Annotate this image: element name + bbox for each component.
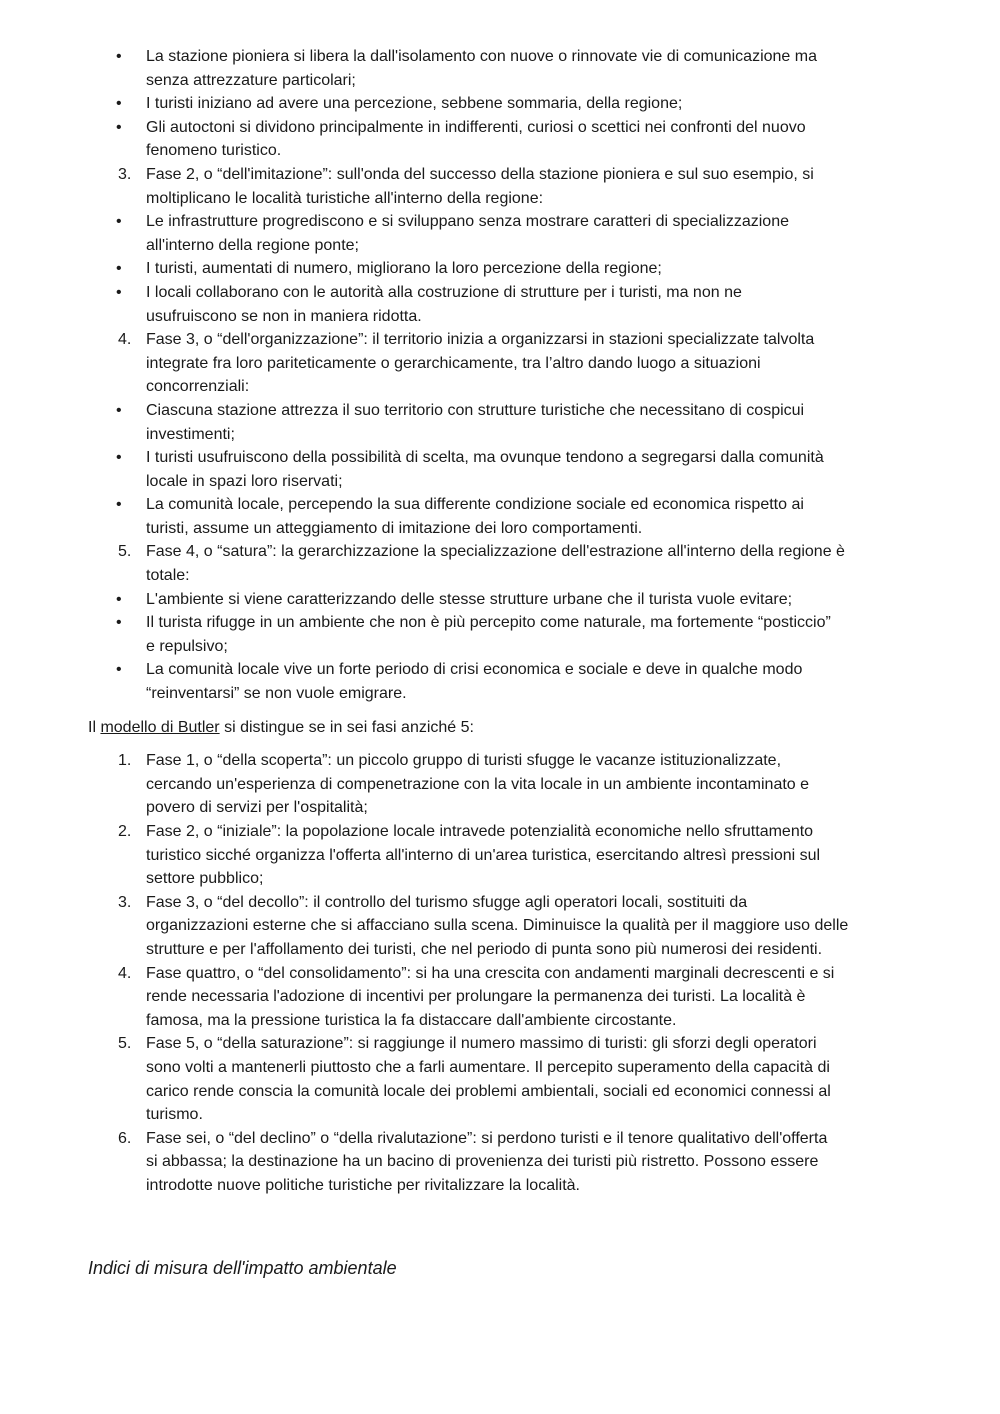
list-item-line: I turisti iniziano ad avere una percezione, sebbene sommaria, della regione;: [146, 95, 683, 113]
list-item-line: rende necessaria l'adozione di incentivi per prolungare la permanenza dei turisti. La località è: [146, 988, 806, 1006]
list-item: [88, 540, 930, 587]
bullet-marker: •: [116, 496, 122, 514]
list-item-line: settore pubblico;: [146, 870, 264, 888]
list-item-line: Fase 4, o “satura”: la gerarchizzazione la specializzazione dell'estrazione all'interno della regione è: [146, 543, 845, 561]
list-item: [88, 210, 930, 257]
list-item-line: e repulsivo;: [146, 637, 228, 655]
list-number: 5.: [118, 543, 132, 561]
list-item: [88, 658, 930, 705]
list-number: 3.: [118, 893, 132, 911]
list-item-line: Ciascuna stazione attrezza il suo territorio con strutture turistiche che necessitano di cospicui: [146, 401, 805, 419]
bullet-marker: •: [116, 661, 122, 679]
butler-model-link[interactable]: modello di Butler: [100, 718, 220, 736]
list-item-line: I locali collaborano con le autorità alla costruzione di strutture per i turisti, ma non ne: [146, 283, 742, 301]
list-item: [88, 45, 930, 92]
list-item-line: “reinventarsi” se non vuole emigrare.: [146, 685, 407, 703]
list-item-line: Fase 3, o “dell'organizzazione”: il territorio inizia a organizzarsi in stazioni specializzate talvolta: [146, 331, 815, 349]
intro-prefix: Il: [88, 718, 101, 736]
list-item-line: I turisti, aumentati di numero, migliorano la loro percezione della regione;: [146, 260, 662, 278]
list-number: 6.: [118, 1129, 132, 1147]
list-item-line: La comunità locale vive un forte periodo di crisi economica e sociale e deve in qualche modo: [146, 661, 803, 679]
list-item: [88, 163, 930, 210]
list-item-line: usufruiscono se non in maniera ridotta.: [146, 307, 422, 325]
list-item: [88, 588, 930, 612]
list-item-line: sono volti a mantenerli piuttosto che a farli aumentare. Il percepito superamento della capacità di: [146, 1058, 830, 1076]
phase-item: [88, 891, 930, 962]
list-number: 1.: [118, 752, 132, 770]
list-item-line: concorrenziali:: [146, 378, 250, 396]
list-item-line: turisti, assume un atteggiamento di imitazione dei loro comportamenti.: [146, 519, 643, 537]
phase-item: [88, 820, 930, 891]
list-item-line: organizzazioni esterne che si affacciano sulla scena. Diminuisce la qualità per il maggiore uso delle: [146, 917, 849, 935]
list-item-line: investimenti;: [146, 425, 235, 443]
list-number: 2.: [118, 823, 132, 840]
list-item-line: moltiplicano le località turistiche all'interno della regione:: [146, 189, 544, 207]
list-item-line: Fase 5, o “della saturazione”: si raggiunge il numero massimo di turisti: gli sforzi degli operatori: [146, 1035, 817, 1053]
list-item-line: totale:: [146, 567, 190, 585]
list-item-line: cercando un'esperienza di compenetrazione con la vita locale in un ambiente incontaminato e: [146, 775, 810, 793]
bullet-marker: •: [116, 213, 122, 231]
first-list: [88, 45, 930, 706]
list-item-line: Fase sei, o “del declino” o “della rivalutazione”: si perdono turisti e il tenore qualitativo dell'offerta: [146, 1129, 828, 1147]
bullet-marker: •: [116, 614, 122, 632]
butler-phases-list: [88, 749, 930, 1197]
list-item-line: Le infrastrutture progrediscono e si sviluppano senza mostrare caratteri di specializzazione: [146, 213, 789, 231]
list-number: 5.: [118, 1035, 132, 1053]
list-item-line: Il turista rifugge in un ambiente che non è più percepito come naturale, ma fortemente “posticcio”: [146, 614, 831, 632]
list-item-line: turistico sicché organizza l'offerta all'interno di un'area turistica, esercitando altresì pressioni sul: [146, 846, 821, 864]
list-item: [88, 257, 930, 281]
list-item-line: locale in spazi loro riservati;: [146, 472, 343, 490]
list-item-line: all'interno della regione ponte;: [146, 236, 359, 254]
bullet-marker: •: [116, 95, 122, 113]
section-heading: Indici di misura dell'impatto ambientale: [88, 1258, 397, 1278]
bullet-marker: •: [116, 48, 122, 65]
list-item-line: Fase 3, o “del decollo”: il controllo del turismo sfugge agli operatori locali, sostituiti da: [146, 893, 748, 911]
list-item-line: integrate fra loro pariteticamente o gerarchicamente, tra l’altro dando luogo a situazioni: [146, 354, 761, 372]
bullet-marker: •: [116, 283, 122, 301]
list-item-line: turismo.: [146, 1106, 203, 1124]
bullet-marker: •: [116, 449, 122, 467]
list-item-line: La stazione pioniera si libera la dall'isolamento con nuove o rinnovate vie di comunicazione ma: [146, 48, 817, 65]
list-item: [88, 399, 930, 446]
phase-item: [88, 962, 930, 1033]
bullet-marker: •: [116, 401, 122, 419]
list-number: 4.: [118, 964, 132, 982]
list-item: [88, 92, 930, 116]
bullet-marker: •: [116, 260, 122, 278]
list-item: [88, 328, 930, 399]
list-item-line: La comunità locale, percependo la sua differente condizione sociale ed economica rispetto ai: [146, 496, 804, 514]
list-item-line: Fase 1, o “della scoperta”: un piccolo gruppo di turisti sfugge le vacanze istituzionalizzate,: [146, 752, 782, 770]
list-item-line: si abbassa; la destinazione ha un bacino di provenienza dei turisti più ristretto. Possono essere: [146, 1153, 819, 1171]
list-item-line: famosa, ma la pressione turistica la fa distaccare dall'ambiente circostante.: [146, 1011, 677, 1029]
list-item: [88, 493, 930, 540]
list-item: [88, 116, 930, 163]
list-item-line: Fase quattro, o “del consolidamento”: si ha una crescita con andamenti marginali decrescenti e si: [146, 964, 835, 982]
list-item-line: Fase 2, o “dell'imitazione”: sull'onda del successo della stazione pioniera e sul suo esempio, si: [146, 165, 814, 183]
list-item-line: senza attrezzature particolari;: [146, 71, 356, 89]
list-item-line: Gli autoctoni si dividono principalmente in indifferenti, curiosi o scettici nei confronti del nuovo: [146, 118, 806, 136]
list-item-line: L'ambiente si viene caratterizzando delle stesse strutture urbane che il turista vuole evitare;: [146, 590, 793, 608]
phase-item: [88, 1127, 930, 1198]
list-item-line: carico rende conscia la comunità locale dei problemi ambientali, sociali ed economici connessi al: [146, 1082, 831, 1100]
intro-suffix: si distingue se in sei fasi anziché 5:: [219, 718, 474, 736]
list-item: [88, 281, 930, 328]
list-item: [88, 611, 930, 658]
list-item-line: strutture e per l'affollamento dei turisti, che nel periodo di punta sono più numerosi dei residenti.: [146, 940, 823, 958]
bullet-marker: •: [116, 118, 122, 136]
list-item: [88, 446, 930, 493]
list-item-line: Fase 2, o “iniziale”: la popolazione locale intravede potenzialità economiche nello sfruttamento: [146, 823, 814, 840]
list-number: 3.: [118, 165, 132, 183]
list-item-line: I turisti usufruiscono della possibilità di scelta, ma ovunque tendono a segregarsi dalla comunità: [146, 449, 824, 467]
butler-intro-paragraph: [88, 716, 930, 740]
phase-item: [88, 749, 930, 820]
list-item-line: povero di servizi per l'ospitalità;: [146, 799, 368, 817]
list-number: 4.: [118, 331, 132, 349]
bullet-marker: •: [116, 590, 122, 608]
phase-item: [88, 1032, 930, 1126]
list-item-line: fenomeno turistico.: [146, 142, 282, 160]
list-item-line: introdotte nuove politiche turistiche per rivitalizzare la località.: [146, 1176, 580, 1194]
